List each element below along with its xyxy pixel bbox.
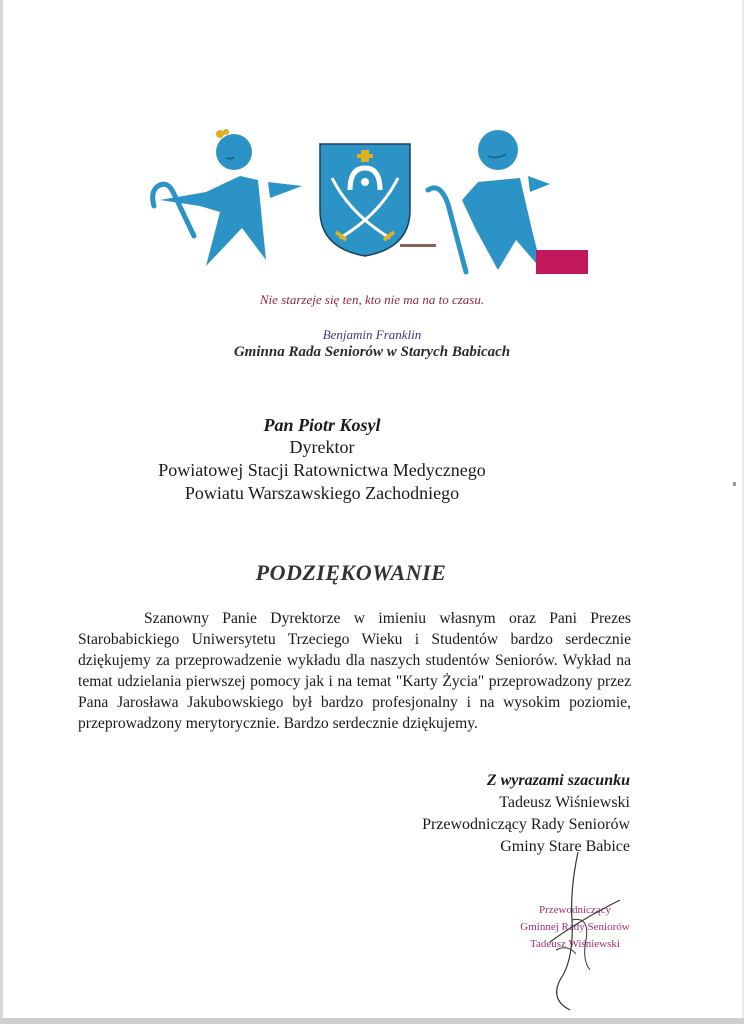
header-logo <box>140 120 600 280</box>
organization-name: Gminna Rada Seniorów w Starych Babicach <box>233 344 511 360</box>
stamp-line2: Gminnej Rady Seniorów <box>520 921 630 933</box>
addressee-block <box>0 414 644 505</box>
senior-woman-icon <box>153 129 302 266</box>
handwritten-signature <box>520 850 640 1015</box>
signer-name: Tadeusz Wiśniewski <box>499 794 630 811</box>
addressee-org-line2: Powiatu Warszawskiego Zachodniego <box>184 483 460 503</box>
quote-author: Benjamin Franklin <box>322 327 422 342</box>
scan-edge-left <box>0 0 3 1024</box>
signer-place: Gminy Stare Babice <box>500 838 630 855</box>
addressee-title: Dyrektor <box>289 437 355 457</box>
header-quote: Nie starzeje się ten, kto nie ma na to czasu. <box>259 292 485 307</box>
coat-of-arms-icon <box>320 144 410 256</box>
senior-man-icon <box>400 130 588 274</box>
scan-edge-bottom <box>0 1018 744 1024</box>
letter-heading: PODZIĘKOWANIE <box>255 560 447 585</box>
scan-speck <box>733 482 736 486</box>
letter-body: Szanowny Panie Dyrektorze w imieniu własnym oraz Pani Prezes Starobabickiego Uniwersytetu Trzeciego Wieku i Studentów bardzo serdecznie dziękujemy za przeprowadzenie wykładu dla naszych studentów Seniorów. Wykład na temat udzielania pierwszej pomocy jak i na temat "Karty Życia" przeprowadzony przez Pana Jarosława Jakubowskiego był bardzo profesjonalny i na wysokim poziomie, przeprowadzony merytorycznie. Bardzo serdecznie dziękujemy. <box>78 610 631 732</box>
closing-block <box>380 770 630 858</box>
closing-greeting: Z wyrazami szacunku <box>486 772 630 789</box>
stamp-line1: Przewodniczący <box>538 904 612 916</box>
stamp-line3: Tadeusz Wiśniewski <box>530 938 620 950</box>
addressee-org-line1: Powiatowej Stacji Ratownictwa Medycznego <box>158 460 486 480</box>
addressee-name: Pan Piotr Kosyl <box>263 415 381 435</box>
signer-role: Przewodniczący Rady Seniorów <box>422 816 630 833</box>
